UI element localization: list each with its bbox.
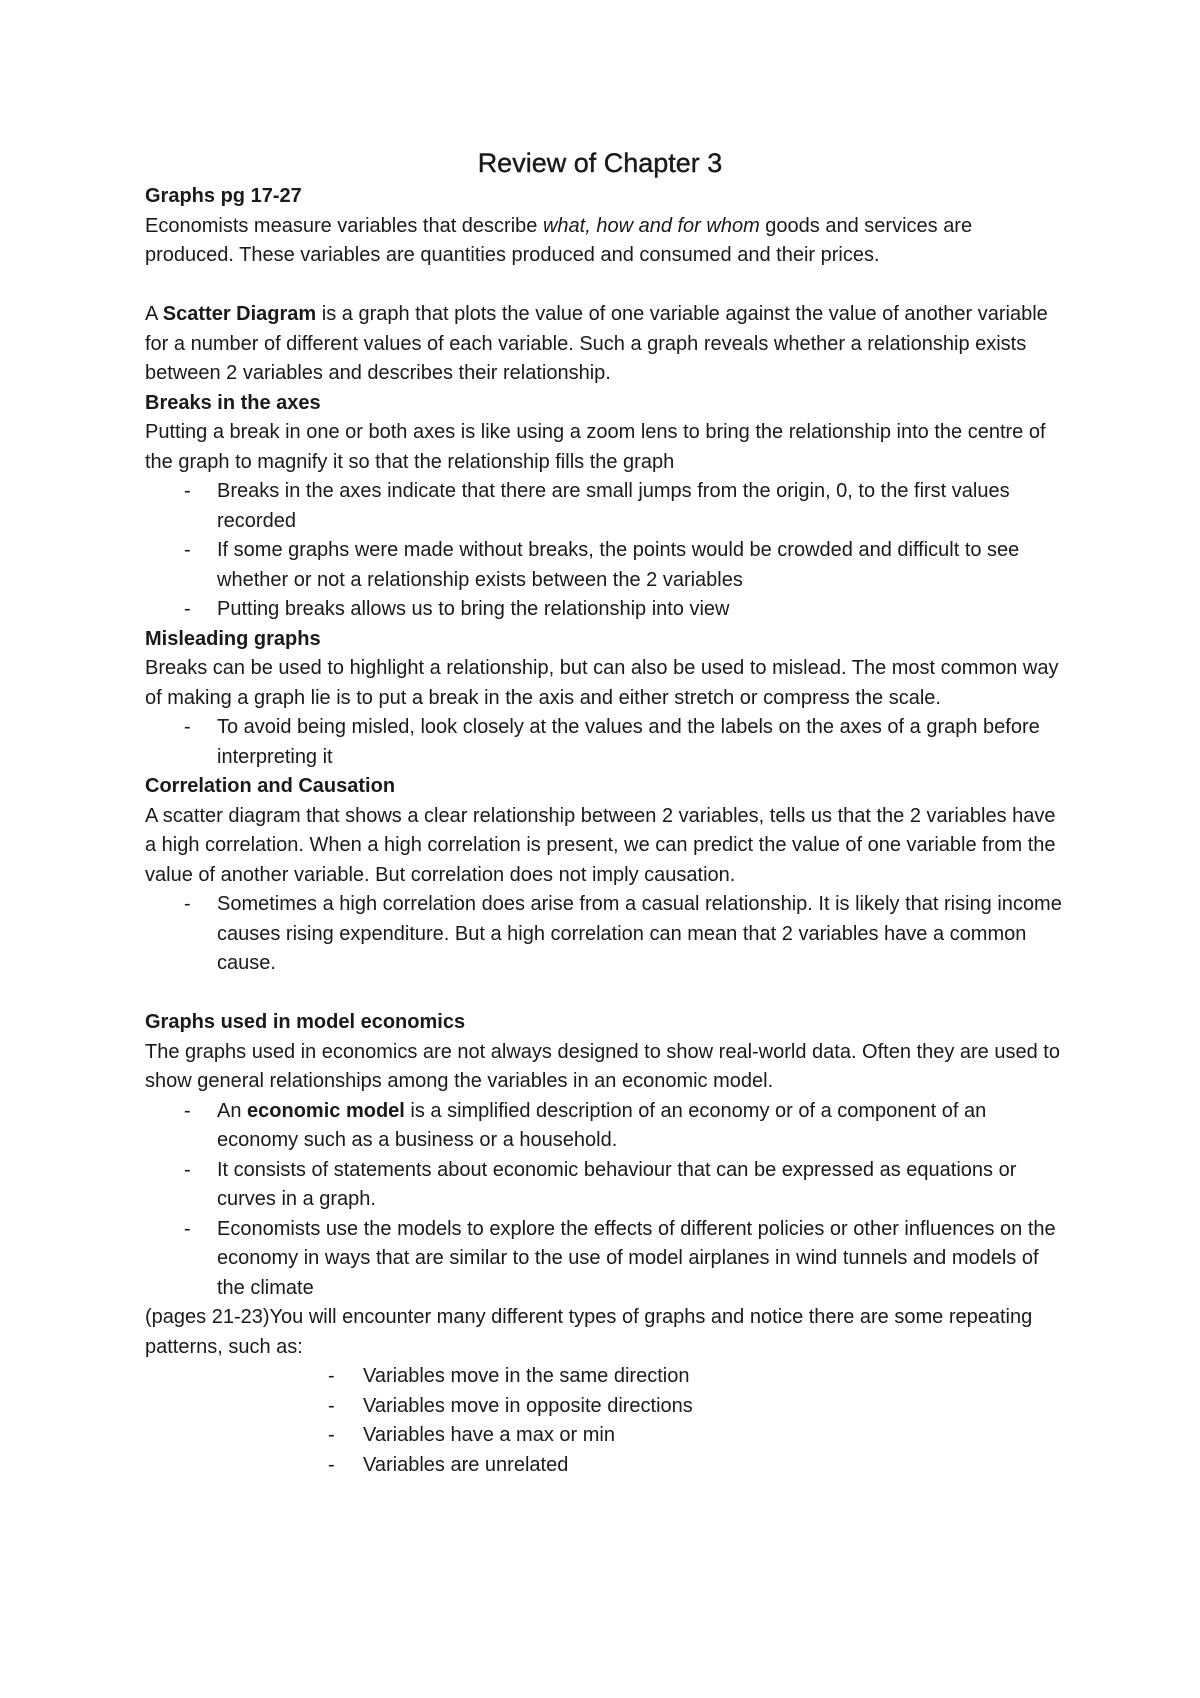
list-item: - Variables move in the same direction — [328, 1365, 690, 1387]
document-body — [145, 182, 1065, 1480]
list-item: - Variables move in opposite directions — [328, 1394, 693, 1417]
breaks-bullet-list — [145, 477, 1065, 625]
list-item: - An economic model is a simplified description of an economy or of a component of an economy such as a business or a household. — [184, 1099, 987, 1151]
list-item: - It consists of statements about economic behaviour that can be expressed as equations or curves in a graph. — [184, 1158, 1017, 1210]
correlation-bullet-list — [145, 890, 1065, 979]
list-item: - To avoid being misled, look closely at the values and the labels on the axes of a graph before interpreting it — [184, 716, 1040, 768]
models-bullet-list — [145, 1097, 1065, 1304]
patterns-bullet-list — [145, 1362, 1065, 1480]
list-item: - Putting breaks allows us to bring the relationship into view — [184, 598, 730, 620]
section-heading-misleading: Misleading graphs — [145, 627, 321, 650]
misleading-paragraph: Breaks can be used to highlight a relationship, but can also be used to mislead. The most common way of making a graph lie is to put a break in the axis and either stretch or compress the scale. — [145, 657, 1059, 709]
breaks-paragraph: Putting a break in one or both axes is like using a zoom lens to bring the relationship into the centre of the graph to magnify it so that the relationship fills the graph — [145, 421, 1046, 473]
list-item: - Variables are unrelated — [328, 1453, 569, 1476]
misleading-bullet-list — [145, 713, 1065, 772]
section-heading-graphs: Graphs pg 17-27 — [145, 185, 302, 207]
correlation-paragraph: A scatter diagram that shows a clear relationship between 2 variables, tells us that the 2 variables have a high correlation. When a high correlation is present, we can predict the value of one variable from the value of another variable. But correlation does not imply causation. — [145, 804, 1056, 886]
list-item: - Breaks in the axes indicate that there are small jumps from the origin, 0, to the first values recorded — [184, 480, 1010, 532]
list-item: - Variables have a max or min — [328, 1424, 615, 1446]
section-heading-correlation: Correlation and Causation — [145, 775, 396, 797]
intro-paragraph: Economists measure variables that describe what, how and for whom goods and services are produced. These variables are quantities produced and consumed and their prices. — [145, 214, 973, 266]
scatter-diagram-paragraph: A Scatter Diagram is a graph that plots the value of one variable against the value of another variable for a number of different values of each variable. Such a graph reveals whether a relationship exists between 2 variables and describes their relationship. — [145, 303, 1048, 384]
list-item: - Sometimes a high correlation does arise from a casual relationship. It is likely that rising income causes rising expenditure. But a high correlation can mean that 2 variables have a common cause. — [184, 893, 1062, 974]
page-title: Review of Chapter 3 — [477, 148, 723, 178]
section-heading-models: Graphs used in model economics — [145, 1011, 466, 1033]
patterns-paragraph: (pages 21-23)You will encounter many different types of graphs and notice there are some repeating patterns, such as: — [145, 1306, 1033, 1358]
models-paragraph: The graphs used in economics are not always designed to show real-world data. Often they are used to show general relationships among the variables in an economic model. — [145, 1040, 1060, 1092]
list-item: - If some graphs were made without breaks, the points would be crowded and difficult to see whether or not a relationship exists between the 2 variables — [184, 539, 1020, 591]
list-item: - Economists use the models to explore the effects of different policies or other influences on the economy in ways that are similar to the use of model airplanes in wind tunnels and models of the climate — [184, 1217, 1056, 1299]
section-heading-breaks: Breaks in the axes — [145, 391, 321, 414]
